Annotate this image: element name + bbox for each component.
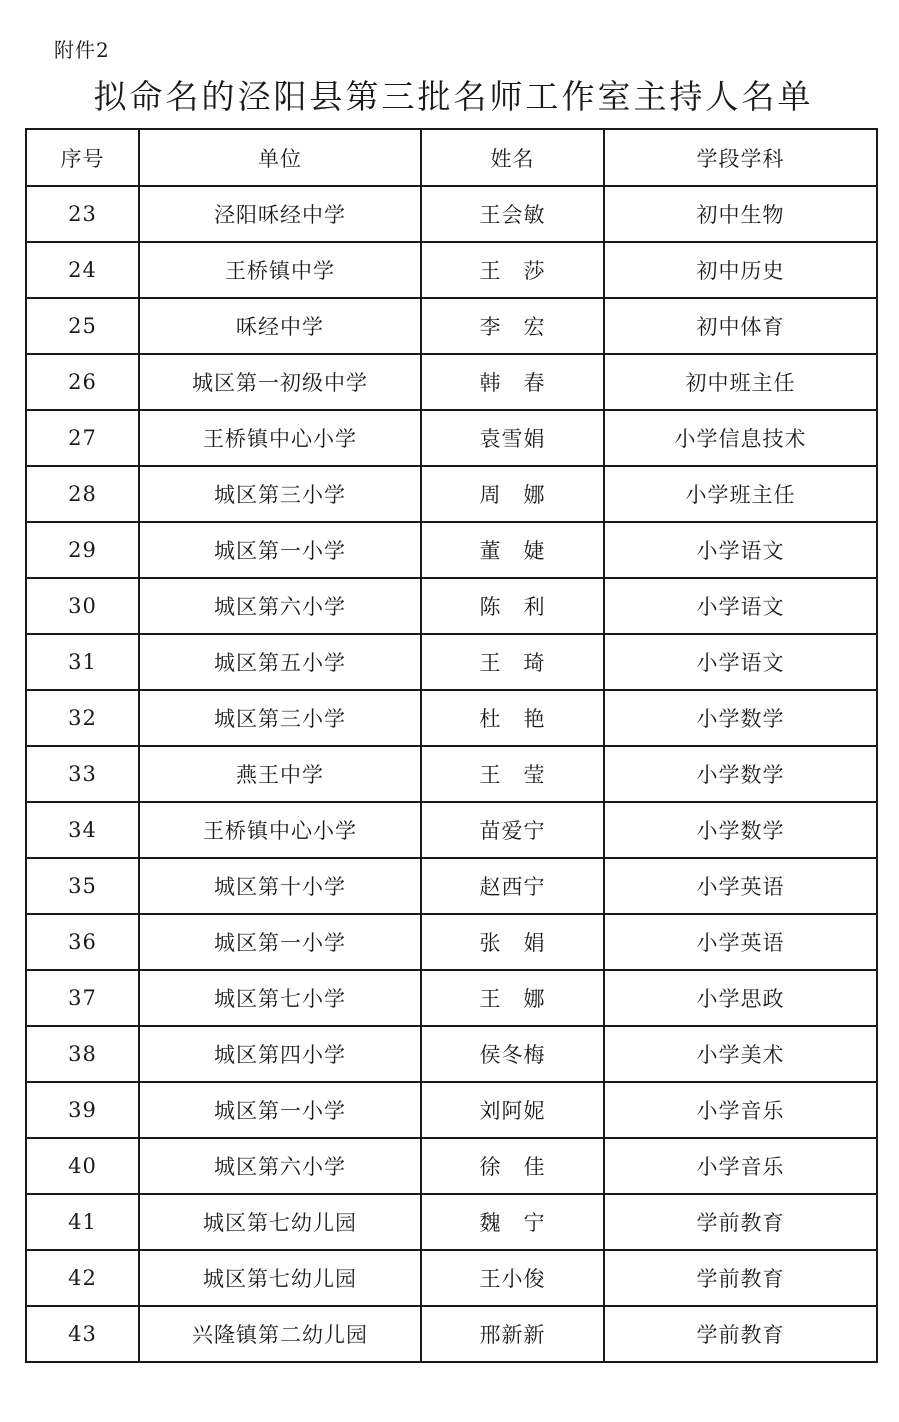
table-body (26, 186, 877, 1362)
table-row (26, 858, 877, 914)
table-row (26, 746, 877, 802)
cell-subject: 小学英语 (604, 858, 877, 914)
cell-subject: 初中历史 (604, 242, 877, 298)
table-row (26, 1138, 877, 1194)
cell-serial-number: 37 (26, 970, 139, 1026)
cell-unit: 王桥镇中学 (139, 242, 421, 298)
table-row (26, 914, 877, 970)
cell-subject: 小学语文 (604, 522, 877, 578)
cell-unit: 城区第三小学 (139, 690, 421, 746)
cell-name: 董 婕 (421, 522, 604, 578)
cell-subject: 小学英语 (604, 914, 877, 970)
roster-table (25, 128, 878, 1363)
cell-serial-number: 27 (26, 410, 139, 466)
table-row (26, 578, 877, 634)
cell-subject: 小学数学 (604, 802, 877, 858)
cell-unit: 王桥镇中心小学 (139, 802, 421, 858)
cell-unit: 城区第一小学 (139, 914, 421, 970)
cell-subject: 小学信息技术 (604, 410, 877, 466)
cell-unit: 兴隆镇第二幼儿园 (139, 1306, 421, 1362)
cell-name: 周 娜 (421, 466, 604, 522)
table-row (26, 1082, 877, 1138)
cell-serial-number: 38 (26, 1026, 139, 1082)
cell-serial-number: 24 (26, 242, 139, 298)
cell-unit: 王桥镇中心小学 (139, 410, 421, 466)
cell-name: 王会敏 (421, 186, 604, 242)
cell-unit: 城区第五小学 (139, 634, 421, 690)
cell-unit: 城区第十小学 (139, 858, 421, 914)
cell-serial-number: 29 (26, 522, 139, 578)
header-name: 姓名 (421, 129, 604, 186)
cell-serial-number: 43 (26, 1306, 139, 1362)
cell-subject: 初中生物 (604, 186, 877, 242)
cell-subject: 小学美术 (604, 1026, 877, 1082)
cell-name: 邢新新 (421, 1306, 604, 1362)
cell-serial-number: 40 (26, 1138, 139, 1194)
cell-unit: 城区第七小学 (139, 970, 421, 1026)
cell-unit: 城区第七幼儿园 (139, 1250, 421, 1306)
table-row (26, 298, 877, 354)
cell-serial-number: 35 (26, 858, 139, 914)
cell-subject: 小学思政 (604, 970, 877, 1026)
cell-name: 苗爱宁 (421, 802, 604, 858)
cell-subject: 小学语文 (604, 578, 877, 634)
cell-unit: 城区第一初级中学 (139, 354, 421, 410)
cell-name: 陈 利 (421, 578, 604, 634)
cell-unit: 城区第四小学 (139, 1026, 421, 1082)
cell-serial-number: 42 (26, 1250, 139, 1306)
table-row (26, 802, 877, 858)
cell-name: 袁雪娟 (421, 410, 604, 466)
table-row (26, 466, 877, 522)
table-row (26, 354, 877, 410)
table-row (26, 1306, 877, 1362)
cell-subject: 小学语文 (604, 634, 877, 690)
cell-unit: 城区第六小学 (139, 578, 421, 634)
cell-name: 王 琦 (421, 634, 604, 690)
cell-serial-number: 23 (26, 186, 139, 242)
table-header-row (26, 129, 877, 186)
cell-name: 徐 佳 (421, 1138, 604, 1194)
header-unit: 单位 (139, 129, 421, 186)
cell-name: 王 娜 (421, 970, 604, 1026)
table-row (26, 634, 877, 690)
cell-serial-number: 33 (26, 746, 139, 802)
cell-unit: 泾阳咊经中学 (139, 186, 421, 242)
cell-serial-number: 34 (26, 802, 139, 858)
cell-name: 韩 春 (421, 354, 604, 410)
cell-name: 王 莹 (421, 746, 604, 802)
cell-subject: 初中体育 (604, 298, 877, 354)
cell-subject: 初中班主任 (604, 354, 877, 410)
table-row (26, 1250, 877, 1306)
table-row (26, 970, 877, 1026)
cell-serial-number: 31 (26, 634, 139, 690)
document-title: 拟命名的泾阳县第三批名师工作室主持人名单 (93, 77, 814, 116)
cell-subject: 小学数学 (604, 690, 877, 746)
cell-name: 魏 宁 (421, 1194, 604, 1250)
cell-name: 赵西宁 (421, 858, 604, 914)
cell-subject: 小学班主任 (604, 466, 877, 522)
cell-unit: 城区第七幼儿园 (139, 1194, 421, 1250)
table-row (26, 410, 877, 466)
cell-serial-number: 25 (26, 298, 139, 354)
cell-serial-number: 28 (26, 466, 139, 522)
cell-unit: 城区第一小学 (139, 522, 421, 578)
cell-subject: 学前教育 (604, 1250, 877, 1306)
cell-unit: 城区第一小学 (139, 1082, 421, 1138)
cell-name: 王 莎 (421, 242, 604, 298)
cell-serial-number: 26 (26, 354, 139, 410)
attachment-label: 附件2 (54, 38, 110, 62)
cell-serial-number: 32 (26, 690, 139, 746)
cell-name: 刘阿妮 (421, 1082, 604, 1138)
table-row (26, 1194, 877, 1250)
table-row (26, 242, 877, 298)
table-row (26, 186, 877, 242)
cell-name: 李 宏 (421, 298, 604, 354)
cell-subject: 小学音乐 (604, 1082, 877, 1138)
cell-name: 王小俊 (421, 1250, 604, 1306)
cell-subject: 学前教育 (604, 1306, 877, 1362)
cell-unit: 城区第三小学 (139, 466, 421, 522)
cell-serial-number: 30 (26, 578, 139, 634)
cell-unit: 咊经中学 (139, 298, 421, 354)
table-row (26, 522, 877, 578)
cell-subject: 小学数学 (604, 746, 877, 802)
cell-name: 张 娟 (421, 914, 604, 970)
cell-subject: 学前教育 (604, 1194, 877, 1250)
table-row (26, 1026, 877, 1082)
cell-unit: 城区第六小学 (139, 1138, 421, 1194)
cell-subject: 小学音乐 (604, 1138, 877, 1194)
header-subject: 学段学科 (604, 129, 877, 186)
table-row (26, 690, 877, 746)
cell-serial-number: 36 (26, 914, 139, 970)
cell-serial-number: 41 (26, 1194, 139, 1250)
header-serial-number: 序号 (26, 129, 139, 186)
cell-unit: 燕王中学 (139, 746, 421, 802)
cell-name: 杜 艳 (421, 690, 604, 746)
cell-name: 侯冬梅 (421, 1026, 604, 1082)
cell-serial-number: 39 (26, 1082, 139, 1138)
